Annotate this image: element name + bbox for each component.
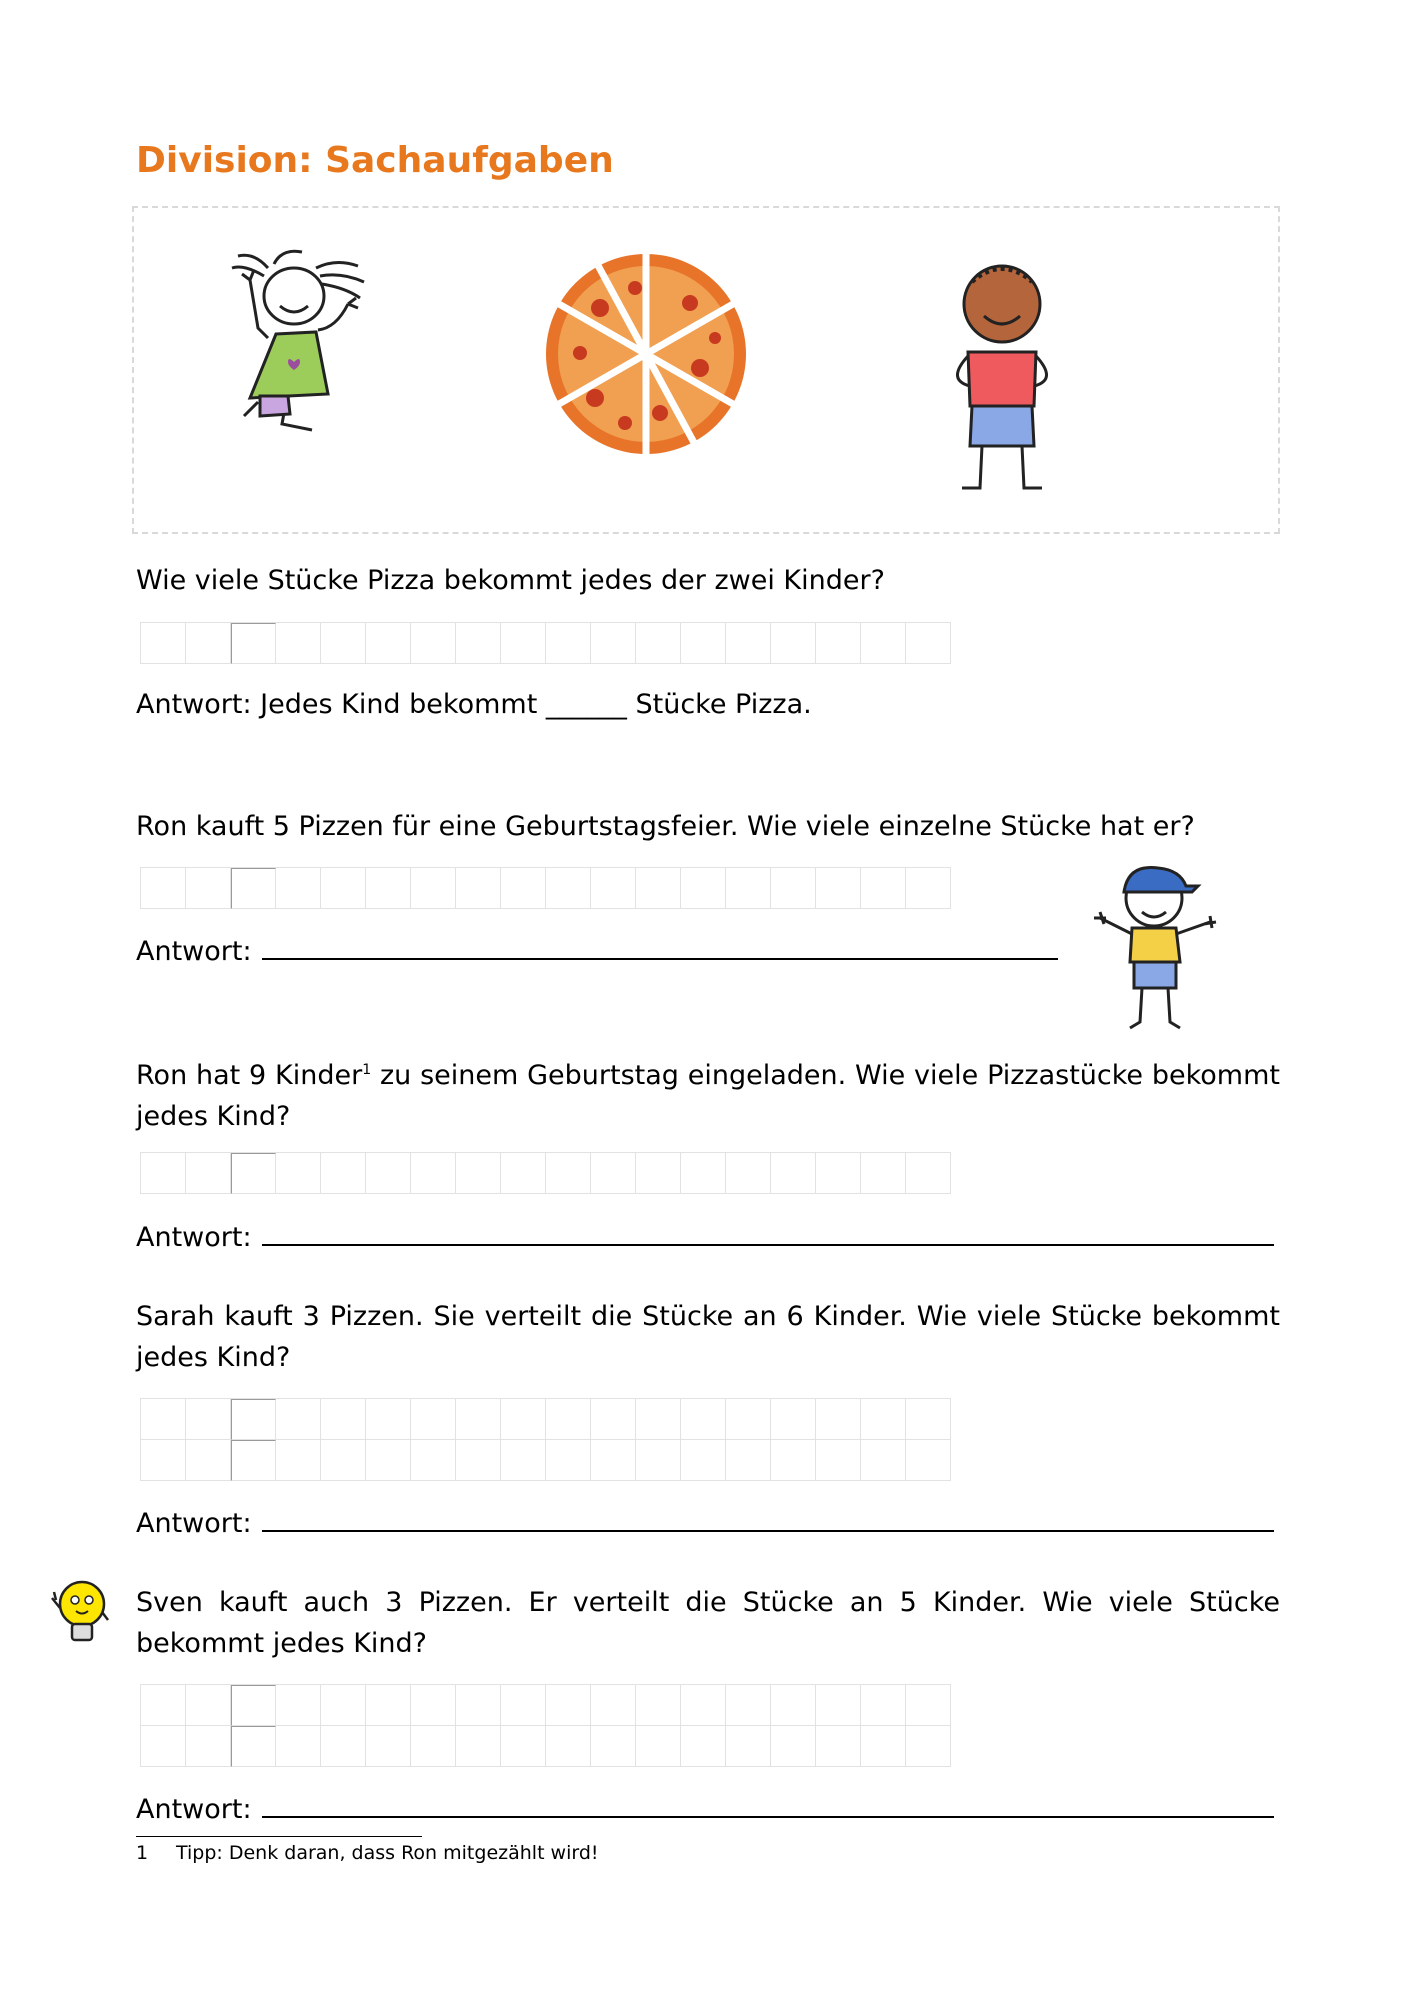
grid-cell[interactable] bbox=[231, 1685, 276, 1726]
grid-cell[interactable] bbox=[861, 1440, 906, 1481]
grid-cell[interactable] bbox=[276, 1726, 321, 1767]
grid-cell[interactable] bbox=[816, 1440, 861, 1481]
question-1: Wie viele Stücke Pizza bekommt jedes der zwei Kinder? bbox=[136, 565, 885, 596]
grid-cell[interactable] bbox=[186, 1726, 231, 1767]
answer-writing-line[interactable] bbox=[262, 1500, 1274, 1532]
answer-grid-2[interactable] bbox=[140, 867, 951, 909]
grid-cell[interactable] bbox=[771, 1440, 816, 1481]
grid-cell[interactable] bbox=[141, 868, 186, 909]
grid-cell[interactable] bbox=[546, 1399, 591, 1440]
grid-cell[interactable] bbox=[411, 1153, 456, 1194]
grid-cell[interactable] bbox=[456, 1440, 501, 1481]
grid-cell[interactable] bbox=[456, 1399, 501, 1440]
question-5: Sven kauft auch 3 Pizzen. Er verteilt die Stücke an 5 Kinder. Wie viele Stücke bekommt jedes Kind? bbox=[136, 1587, 1280, 1659]
grid-cell[interactable] bbox=[816, 1153, 861, 1194]
grid-cell[interactable] bbox=[321, 1685, 366, 1726]
boy-illustration bbox=[942, 256, 1062, 496]
grid-cell[interactable] bbox=[411, 623, 456, 664]
answer-label: Antwort: bbox=[136, 936, 252, 967]
grid-cell[interactable] bbox=[546, 1153, 591, 1194]
grid-cell[interactable] bbox=[906, 868, 951, 909]
grid-cell[interactable] bbox=[681, 1399, 726, 1440]
answer-label: Antwort: bbox=[136, 1508, 252, 1539]
grid-cell[interactable] bbox=[231, 868, 276, 909]
grid-cell[interactable] bbox=[456, 1153, 501, 1194]
girl-illustration bbox=[224, 246, 394, 442]
grid-cell[interactable] bbox=[546, 623, 591, 664]
grid-cell[interactable] bbox=[861, 1399, 906, 1440]
grid-cell[interactable] bbox=[141, 1726, 186, 1767]
question-text: zu seinem Geburtstag eingeladen. Wie viele Pizzastücke bekommt jedes Kind? bbox=[136, 1060, 1280, 1132]
answer-grid-5[interactable] bbox=[140, 1684, 951, 1767]
answer-prefix: Antwort: Jedes Kind bekommt bbox=[136, 689, 538, 720]
grid-cell[interactable] bbox=[501, 1153, 546, 1194]
grid-cell[interactable] bbox=[186, 868, 231, 909]
grid-cell[interactable] bbox=[321, 868, 366, 909]
grid-cell[interactable] bbox=[771, 1726, 816, 1767]
grid-cell[interactable] bbox=[276, 1440, 321, 1481]
grid-cell[interactable] bbox=[321, 1440, 366, 1481]
grid-cell[interactable] bbox=[546, 868, 591, 909]
grid-cell[interactable] bbox=[186, 1685, 231, 1726]
footnote-text: Tipp: Denk daran, dass Ron mitgezählt wird! bbox=[176, 1842, 599, 1864]
boy-with-cap-illustration bbox=[1094, 858, 1224, 1033]
answer-label: Antwort: bbox=[136, 1794, 252, 1825]
grid-cell[interactable] bbox=[771, 623, 816, 664]
grid-cell[interactable] bbox=[906, 1399, 951, 1440]
footnote bbox=[136, 1842, 599, 1864]
grid-cell[interactable] bbox=[141, 623, 186, 664]
grid-cell[interactable] bbox=[681, 1153, 726, 1194]
grid-cell[interactable] bbox=[591, 623, 636, 664]
grid-cell[interactable] bbox=[636, 1440, 681, 1481]
answer-suffix: Stücke Pizza. bbox=[635, 689, 812, 720]
question-3 bbox=[136, 1050, 1280, 1137]
grid-cell[interactable] bbox=[816, 868, 861, 909]
grid-cell[interactable] bbox=[366, 1440, 411, 1481]
answer-label: Antwort: bbox=[136, 1222, 252, 1253]
grid-cell[interactable] bbox=[546, 1685, 591, 1726]
grid-cell[interactable] bbox=[321, 623, 366, 664]
grid-cell[interactable] bbox=[411, 1399, 456, 1440]
answer-writing-line[interactable] bbox=[262, 928, 1058, 960]
lightbulb-icon bbox=[48, 1578, 112, 1648]
question-text: Ron hat 9 Kinder bbox=[136, 1060, 363, 1091]
grid-cell[interactable] bbox=[231, 623, 276, 664]
grid-cell[interactable] bbox=[456, 868, 501, 909]
grid-cell[interactable] bbox=[186, 1399, 231, 1440]
answer-blank[interactable]: ______ bbox=[545, 689, 627, 720]
grid-cell[interactable] bbox=[366, 623, 411, 664]
grid-cell[interactable] bbox=[456, 1726, 501, 1767]
grid-cell[interactable] bbox=[906, 1153, 951, 1194]
answer-writing-line[interactable] bbox=[262, 1214, 1274, 1246]
footnote-separator bbox=[136, 1836, 422, 1837]
grid-cell[interactable] bbox=[501, 868, 546, 909]
grid-cell[interactable] bbox=[366, 1399, 411, 1440]
grid-cell[interactable] bbox=[816, 623, 861, 664]
grid-cell[interactable] bbox=[141, 1399, 186, 1440]
grid-cell[interactable] bbox=[231, 1440, 276, 1481]
grid-cell[interactable] bbox=[501, 1440, 546, 1481]
grid-cell[interactable] bbox=[141, 1153, 186, 1194]
grid-cell[interactable] bbox=[636, 623, 681, 664]
grid-cell[interactable] bbox=[906, 1440, 951, 1481]
grid-cell[interactable] bbox=[591, 1153, 636, 1194]
answer-line-3 bbox=[136, 1214, 1274, 1258]
page-title: Division: Sachaufgaben bbox=[136, 140, 614, 181]
pizza-illustration bbox=[540, 248, 752, 460]
grid-cell[interactable] bbox=[366, 1153, 411, 1194]
grid-cell[interactable] bbox=[366, 868, 411, 909]
grid-cell[interactable] bbox=[771, 1153, 816, 1194]
grid-cell[interactable] bbox=[276, 623, 321, 664]
grid-cell[interactable] bbox=[141, 1440, 186, 1481]
grid-cell[interactable] bbox=[321, 1153, 366, 1194]
grid-cell[interactable] bbox=[501, 623, 546, 664]
grid-cell[interactable] bbox=[771, 1399, 816, 1440]
grid-cell[interactable] bbox=[501, 1685, 546, 1726]
grid-cell[interactable] bbox=[186, 623, 231, 664]
grid-cell[interactable] bbox=[231, 1153, 276, 1194]
grid-cell[interactable] bbox=[591, 1726, 636, 1767]
grid-cell[interactable] bbox=[816, 1685, 861, 1726]
grid-cell[interactable] bbox=[816, 1726, 861, 1767]
grid-cell[interactable] bbox=[276, 1399, 321, 1440]
grid-cell[interactable] bbox=[726, 868, 771, 909]
question-4: Sarah kauft 3 Pizzen. Sie verteilt die Stücke an 6 Kinder. Wie viele Stücke bekommt jedes Kind? bbox=[136, 1301, 1280, 1373]
grid-cell[interactable] bbox=[231, 1726, 276, 1767]
illustration-box bbox=[132, 206, 1280, 534]
grid-cell[interactable] bbox=[411, 1685, 456, 1726]
grid-cell[interactable] bbox=[681, 623, 726, 664]
grid-cell[interactable] bbox=[636, 1726, 681, 1767]
grid-cell[interactable] bbox=[276, 1153, 321, 1194]
grid-cell[interactable] bbox=[681, 1685, 726, 1726]
answer-grid-3[interactable] bbox=[140, 1152, 951, 1194]
grid-cell[interactable] bbox=[771, 1685, 816, 1726]
question-2: Ron kauft 5 Pizzen für eine Geburtstagsfeier. Wie viele einzelne Stücke hat er? bbox=[136, 811, 1195, 842]
grid-cell[interactable] bbox=[726, 1440, 771, 1481]
grid-cell[interactable] bbox=[231, 1399, 276, 1440]
grid-cell[interactable] bbox=[141, 1685, 186, 1726]
grid-cell[interactable] bbox=[906, 1726, 951, 1767]
grid-cell[interactable] bbox=[861, 1685, 906, 1726]
grid-cell[interactable] bbox=[456, 1685, 501, 1726]
answer-line-4 bbox=[136, 1500, 1274, 1544]
grid-cell[interactable] bbox=[861, 1153, 906, 1194]
grid-cell[interactable] bbox=[636, 868, 681, 909]
grid-cell[interactable] bbox=[546, 1726, 591, 1767]
grid-cell[interactable] bbox=[681, 1440, 726, 1481]
grid-cell[interactable] bbox=[591, 1399, 636, 1440]
answer-grid-1[interactable] bbox=[140, 622, 951, 664]
grid-cell[interactable] bbox=[276, 868, 321, 909]
grid-cell[interactable] bbox=[681, 1726, 726, 1767]
grid-cell[interactable] bbox=[456, 623, 501, 664]
grid-cell[interactable] bbox=[861, 1726, 906, 1767]
grid-cell[interactable] bbox=[276, 1685, 321, 1726]
grid-cell[interactable] bbox=[906, 1685, 951, 1726]
grid-cell[interactable] bbox=[591, 1685, 636, 1726]
grid-cell[interactable] bbox=[906, 623, 951, 664]
answer-line-5 bbox=[136, 1786, 1274, 1830]
grid-cell[interactable] bbox=[726, 1153, 771, 1194]
grid-cell[interactable] bbox=[366, 1685, 411, 1726]
footnote-ref[interactable]: 1 bbox=[362, 1062, 372, 1078]
answer-writing-line[interactable] bbox=[262, 1786, 1274, 1818]
grid-cell[interactable] bbox=[726, 623, 771, 664]
grid-cell[interactable] bbox=[411, 868, 456, 909]
grid-cell[interactable] bbox=[636, 1685, 681, 1726]
grid-cell[interactable] bbox=[861, 623, 906, 664]
grid-cell[interactable] bbox=[726, 1726, 771, 1767]
answer-line-1 bbox=[136, 684, 812, 725]
answer-grid-4[interactable] bbox=[140, 1398, 951, 1481]
grid-cell[interactable] bbox=[771, 868, 816, 909]
grid-cell[interactable] bbox=[186, 1153, 231, 1194]
grid-cell[interactable] bbox=[816, 1399, 861, 1440]
grid-cell[interactable] bbox=[546, 1440, 591, 1481]
grid-cell[interactable] bbox=[186, 1440, 231, 1481]
grid-cell[interactable] bbox=[861, 868, 906, 909]
grid-cell[interactable] bbox=[321, 1399, 366, 1440]
grid-cell[interactable] bbox=[591, 868, 636, 909]
grid-cell[interactable] bbox=[501, 1726, 546, 1767]
grid-cell[interactable] bbox=[636, 1399, 681, 1440]
grid-cell[interactable] bbox=[681, 868, 726, 909]
answer-line-2 bbox=[136, 928, 1058, 972]
grid-cell[interactable] bbox=[591, 1440, 636, 1481]
grid-cell[interactable] bbox=[366, 1726, 411, 1767]
grid-cell[interactable] bbox=[726, 1399, 771, 1440]
grid-cell[interactable] bbox=[636, 1153, 681, 1194]
footnote-number: 1 bbox=[136, 1842, 149, 1864]
grid-cell[interactable] bbox=[501, 1399, 546, 1440]
grid-cell[interactable] bbox=[411, 1440, 456, 1481]
grid-cell[interactable] bbox=[726, 1685, 771, 1726]
grid-cell[interactable] bbox=[411, 1726, 456, 1767]
grid-cell[interactable] bbox=[321, 1726, 366, 1767]
